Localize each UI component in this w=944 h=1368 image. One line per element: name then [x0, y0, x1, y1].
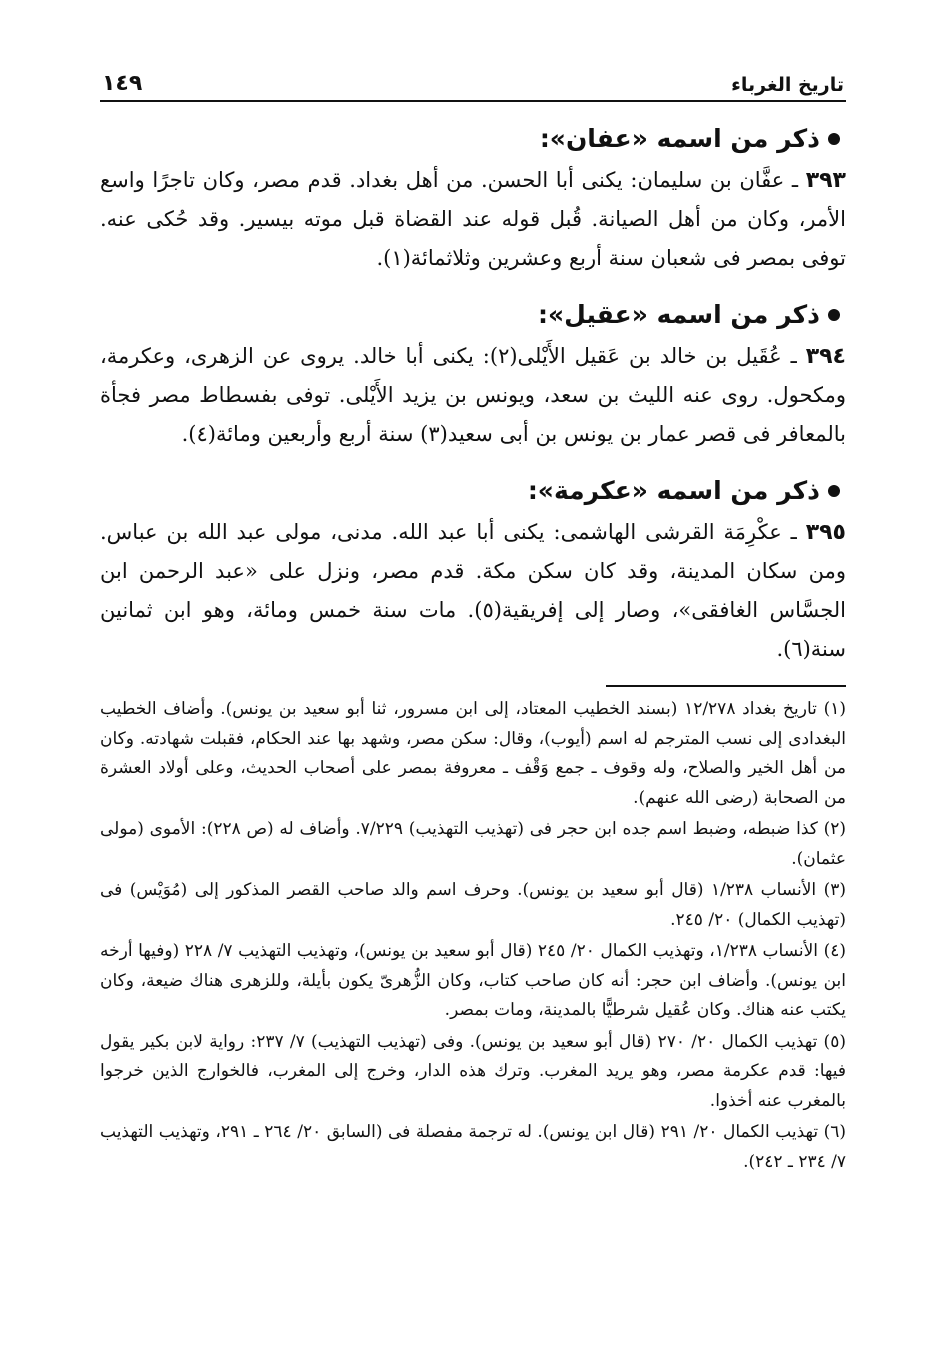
entry-number: ٣٩٤ — [805, 344, 846, 369]
section-heading-ikrima — [100, 476, 840, 505]
entry-text: ـ عفَّان بن سليمان: يكنى أبا الحسن. من أهل بغداد. قدم مصر، وكان تاجرًا واسع الأمر، وكان من أهل الصيانة. قُبل قوله عند القضاة قبل موته بيسير. وقد حُكى عنه. توفى بمصر فى شعبان سنة أربع وعشرين وثلاثمائة(١). — [100, 168, 846, 270]
bullet-icon — [828, 133, 840, 145]
bullet-icon — [828, 485, 840, 497]
book-page — [100, 62, 846, 1177]
entry-393 — [100, 161, 846, 278]
bullet-icon — [828, 309, 840, 321]
section-heading-text: ذكر من اسمه «عكرمة»: — [527, 476, 820, 505]
page-number: ١٤٩ — [102, 71, 143, 96]
entry-text: ـ عُقَيل بن خالد بن عَقيل الأَيْلى(٢): يكنى أبا خالد. يروى عن الزهرى، وعكرمة، ومكحول. روى عنه الليث بن سعد، ويونس بن يزيد الأَيْلى. توفى بفسطاط مصر فجأة بالمعافر فى قصر عمار بن يونس بن أبى سعيد(٣) سنة أربع وأربعين ومائة(٤). — [100, 344, 846, 446]
entry-text: ـ عكْرِمَة القرشى الهاشمى: يكنى أبا عبد الله. مدنى، مولى عبد الله بن عباس. ومن سكان المدينة، وقد كان سكن مكة. قدم مصر، ونزل على «عبد الرحمن ابن الجسَّاس الغافقى»، وصار إلى إفريقية(٥). مات سنة خمس ومائة، وهو ابن ثمانين سنة(٦). — [100, 520, 846, 661]
entry-number: ٣٩٣ — [805, 168, 846, 193]
section-heading-text: ذكر من اسمه «عقيل»: — [538, 300, 820, 329]
entry-number: ٣٩٥ — [805, 520, 846, 545]
entry-394 — [100, 337, 846, 454]
footnote-5: (٥) تهذيب الكمال ٢٠/ ٢٧٠ (قال أبو سعيد بن يونس). وفى (تهذيب التهذيب) ٧/ ٢٣٧: رواية لابن بكير يقول فيها: قدم عكرمة مصر، وهو يريد المغرب. وترك هذه الدار، وخرج إلى المغرب، فالخوارج الذين خرجوا بالمغرب عنه أخذوا. — [100, 1031, 846, 1111]
footnote-3: (٣) الأنساب ١/٢٣٨ (قال أبو سعيد بن يونس). وحرف اسم والد صاحب القصر المذكور إلى (مُوَيْس) فى (تهذيب الكمال) ٢٠/ ٢٤٥. — [100, 880, 846, 930]
footnote-4: (٤) الأنساب ١/٢٣٨، وتهذيب الكمال ٢٠/ ٢٤٥ (قال أبو سعيد بن يونس)، وتهذيب التهذيب ٧/ ٢٢٨ (وفيها أرخه ابن يونس). وأضاف ابن حجر: أنه كان صاحب كتاب، وكان الزُّهرىّ يكون بأيلة، وللزهرى هناك ضيعة، وكان يكتب عنه هناك. وكان عُقيل شرطيًّا بالمدينة، ومات بمصر. — [100, 941, 846, 1020]
section-heading-affan — [100, 124, 840, 153]
footnote-1: (١) تاريخ بغداد ١٢/٢٧٨ (بسند الخطيب المعتاد، إلى ابن مسرور، ثنا أبو سعيد بن يونس). وأضاف الخطيب البغدادى إلى نسب المترجم له اسم (أيوب)، وقال: سكن مصر، وشهد بها عند الحكام، فقبلت شهادته. وكان من أهل الخير والصلاح، وله وقوف ـ جمع وَقْف ـ معروفة بمصر على أصحاب الحديث، وعلى أولاد العشرة من الصحابة (رضى الله عنهم). — [100, 699, 846, 808]
section-heading-text: ذكر من اسمه «عفان»: — [539, 124, 820, 153]
footnote-2: (٢) كذا ضبطه، وضبط اسم جده ابن حجر فى (تهذيب التهذيب) ٧/٢٢٩. وأضاف له (ص ٢٢٨): الأموى (مولى عثمان). — [100, 819, 847, 869]
running-header — [100, 62, 846, 102]
section-heading-aqil — [100, 300, 840, 329]
footnotes — [100, 695, 846, 1177]
footnote-separator — [606, 685, 846, 687]
running-title: تاريخ الغرباء — [731, 74, 844, 96]
entry-395 — [100, 513, 846, 669]
footnote-6: (٦) تهذيب الكمال ٢٠/ ٢٩١ (قال ابن يونس). له ترجمة مفصلة فى (السابق ٢٠/ ٢٦٤ ـ ٢٩١، وتهذيب التهذيب ٧/ ٢٣٤ ـ ٢٤٢). — [100, 1122, 847, 1172]
